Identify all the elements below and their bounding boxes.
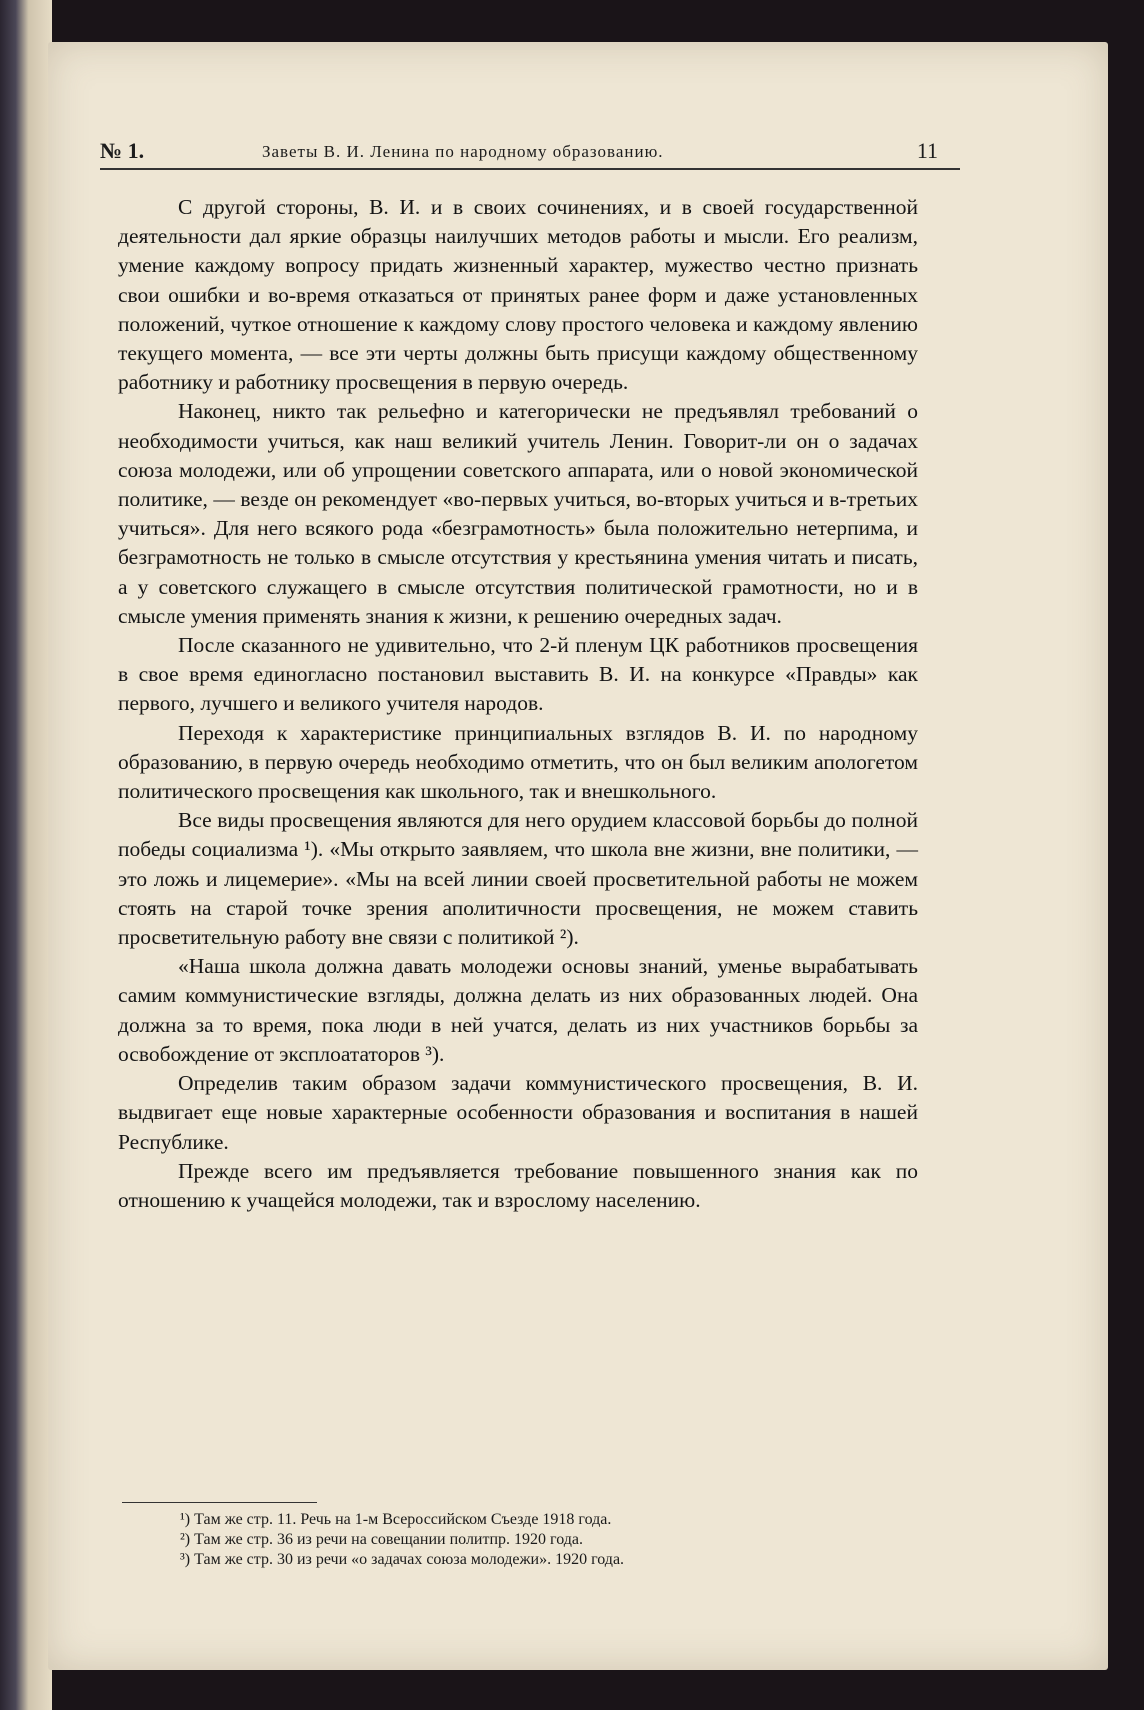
- footnote: ³) Там же стр. 30 из речи «о задачах союза молодежи». 1920 года.: [180, 1551, 625, 1568]
- paragraph: С другой стороны, В. И. и в своих сочинениях, и в своей государственной деятельности дал яркие образцы наилучших методов работы и мысли. Его реализм, умение каждому вопросу придать жизненный характер, мужество честно признать свои ошибки и во-время отказаться от принятых ранее форм и даже установленных положений, чуткое отношение к каждому слову простого человека и каждому явлению текущего момента, — все эти черты должны быть присущи каждому общественному работнику и работнику просвещения в первую очередь.: [118, 195, 918, 395]
- footnote: ¹) Там же стр. 11. Речь на 1-м Всероссийском Съезде 1918 года.: [180, 1511, 612, 1528]
- running-header: [100, 138, 960, 170]
- running-title: Заветы В. И. Ленина по народному образованию.: [262, 142, 664, 161]
- paragraph: Прежде всего им предъявляется требование повышенного знания как по отношению к учащейся молодежи, так и взрослому населению.: [118, 1158, 918, 1212]
- paragraph: Определив таким образом задачи коммунистического просвещения, В. И. выдвигает еще новые характерные особенности образования и воспитания в нашей Республике.: [118, 1071, 918, 1154]
- paragraph: Переходя к характеристике принципиальных взглядов В. И. по народному образованию, в первую очередь необходимо отметить, что он был великим апологетом политического просвещения как школьного, так и внешкольного.: [118, 720, 918, 804]
- paragraph: После сказанного не удивительно, что 2-й пленум ЦК работников просвещения в свое время единогласно постановил выставить В. И. на конкурсе «Правды» как первого, лучшего и великого учителя народов.: [118, 633, 918, 716]
- paragraph: Наконец, никто так рельефно и категорически не предъявлял требований о необходимости учиться, как наш великий учитель Ленин. Говорит-ли он о задачах союза молодежи, или об упрощении советского аппарата, или о новой экономической политике, — везде он рекомендует «во-первых учиться, во-вторых учиться и в-третьих учиться». Для него всякого рода «безграмотность» была положительно нетерпима, и безграмотность не только в смысле отсутствия у крестьянина умения читать и писать, а у советского служащего в смысле отсутствия политической грамотности, но и в смысле умения применять знания к жизни, к решению очередных задач.: [118, 399, 918, 628]
- footnote-separator: [122, 1502, 317, 1503]
- footnotes: [180, 1510, 880, 1570]
- article-body: [118, 193, 918, 1215]
- page-number: 11: [916, 138, 938, 163]
- paragraph: Все виды просвещения являются для него орудием классовой борьбы до полной победы социализма ¹). «Мы открыто заявляем, что школа вне жизни, вне политики, — это ложь и лицемерие». «Мы на всей линии своей просветительной работы не можем стоять на старой точке зрения аполитичности просвещения, не можем ставить просветительную работу вне связи с политикой ²).: [118, 808, 918, 950]
- book-spine-edge: [0, 0, 52, 1710]
- issue-number: № 1.: [100, 138, 145, 163]
- paragraph: «Наша школа должна давать молодежи основы знаний, уменье вырабатывать самим коммунистические взгляды, должна делать из них образованных людей. Она должна за то время, пока люди в ней учатся, делать из них участников борьбы за освобождение от эксплоататоров ³).: [118, 954, 918, 1066]
- footnote: ²) Там же стр. 36 из речи на совещании политпр. 1920 года.: [180, 1531, 583, 1548]
